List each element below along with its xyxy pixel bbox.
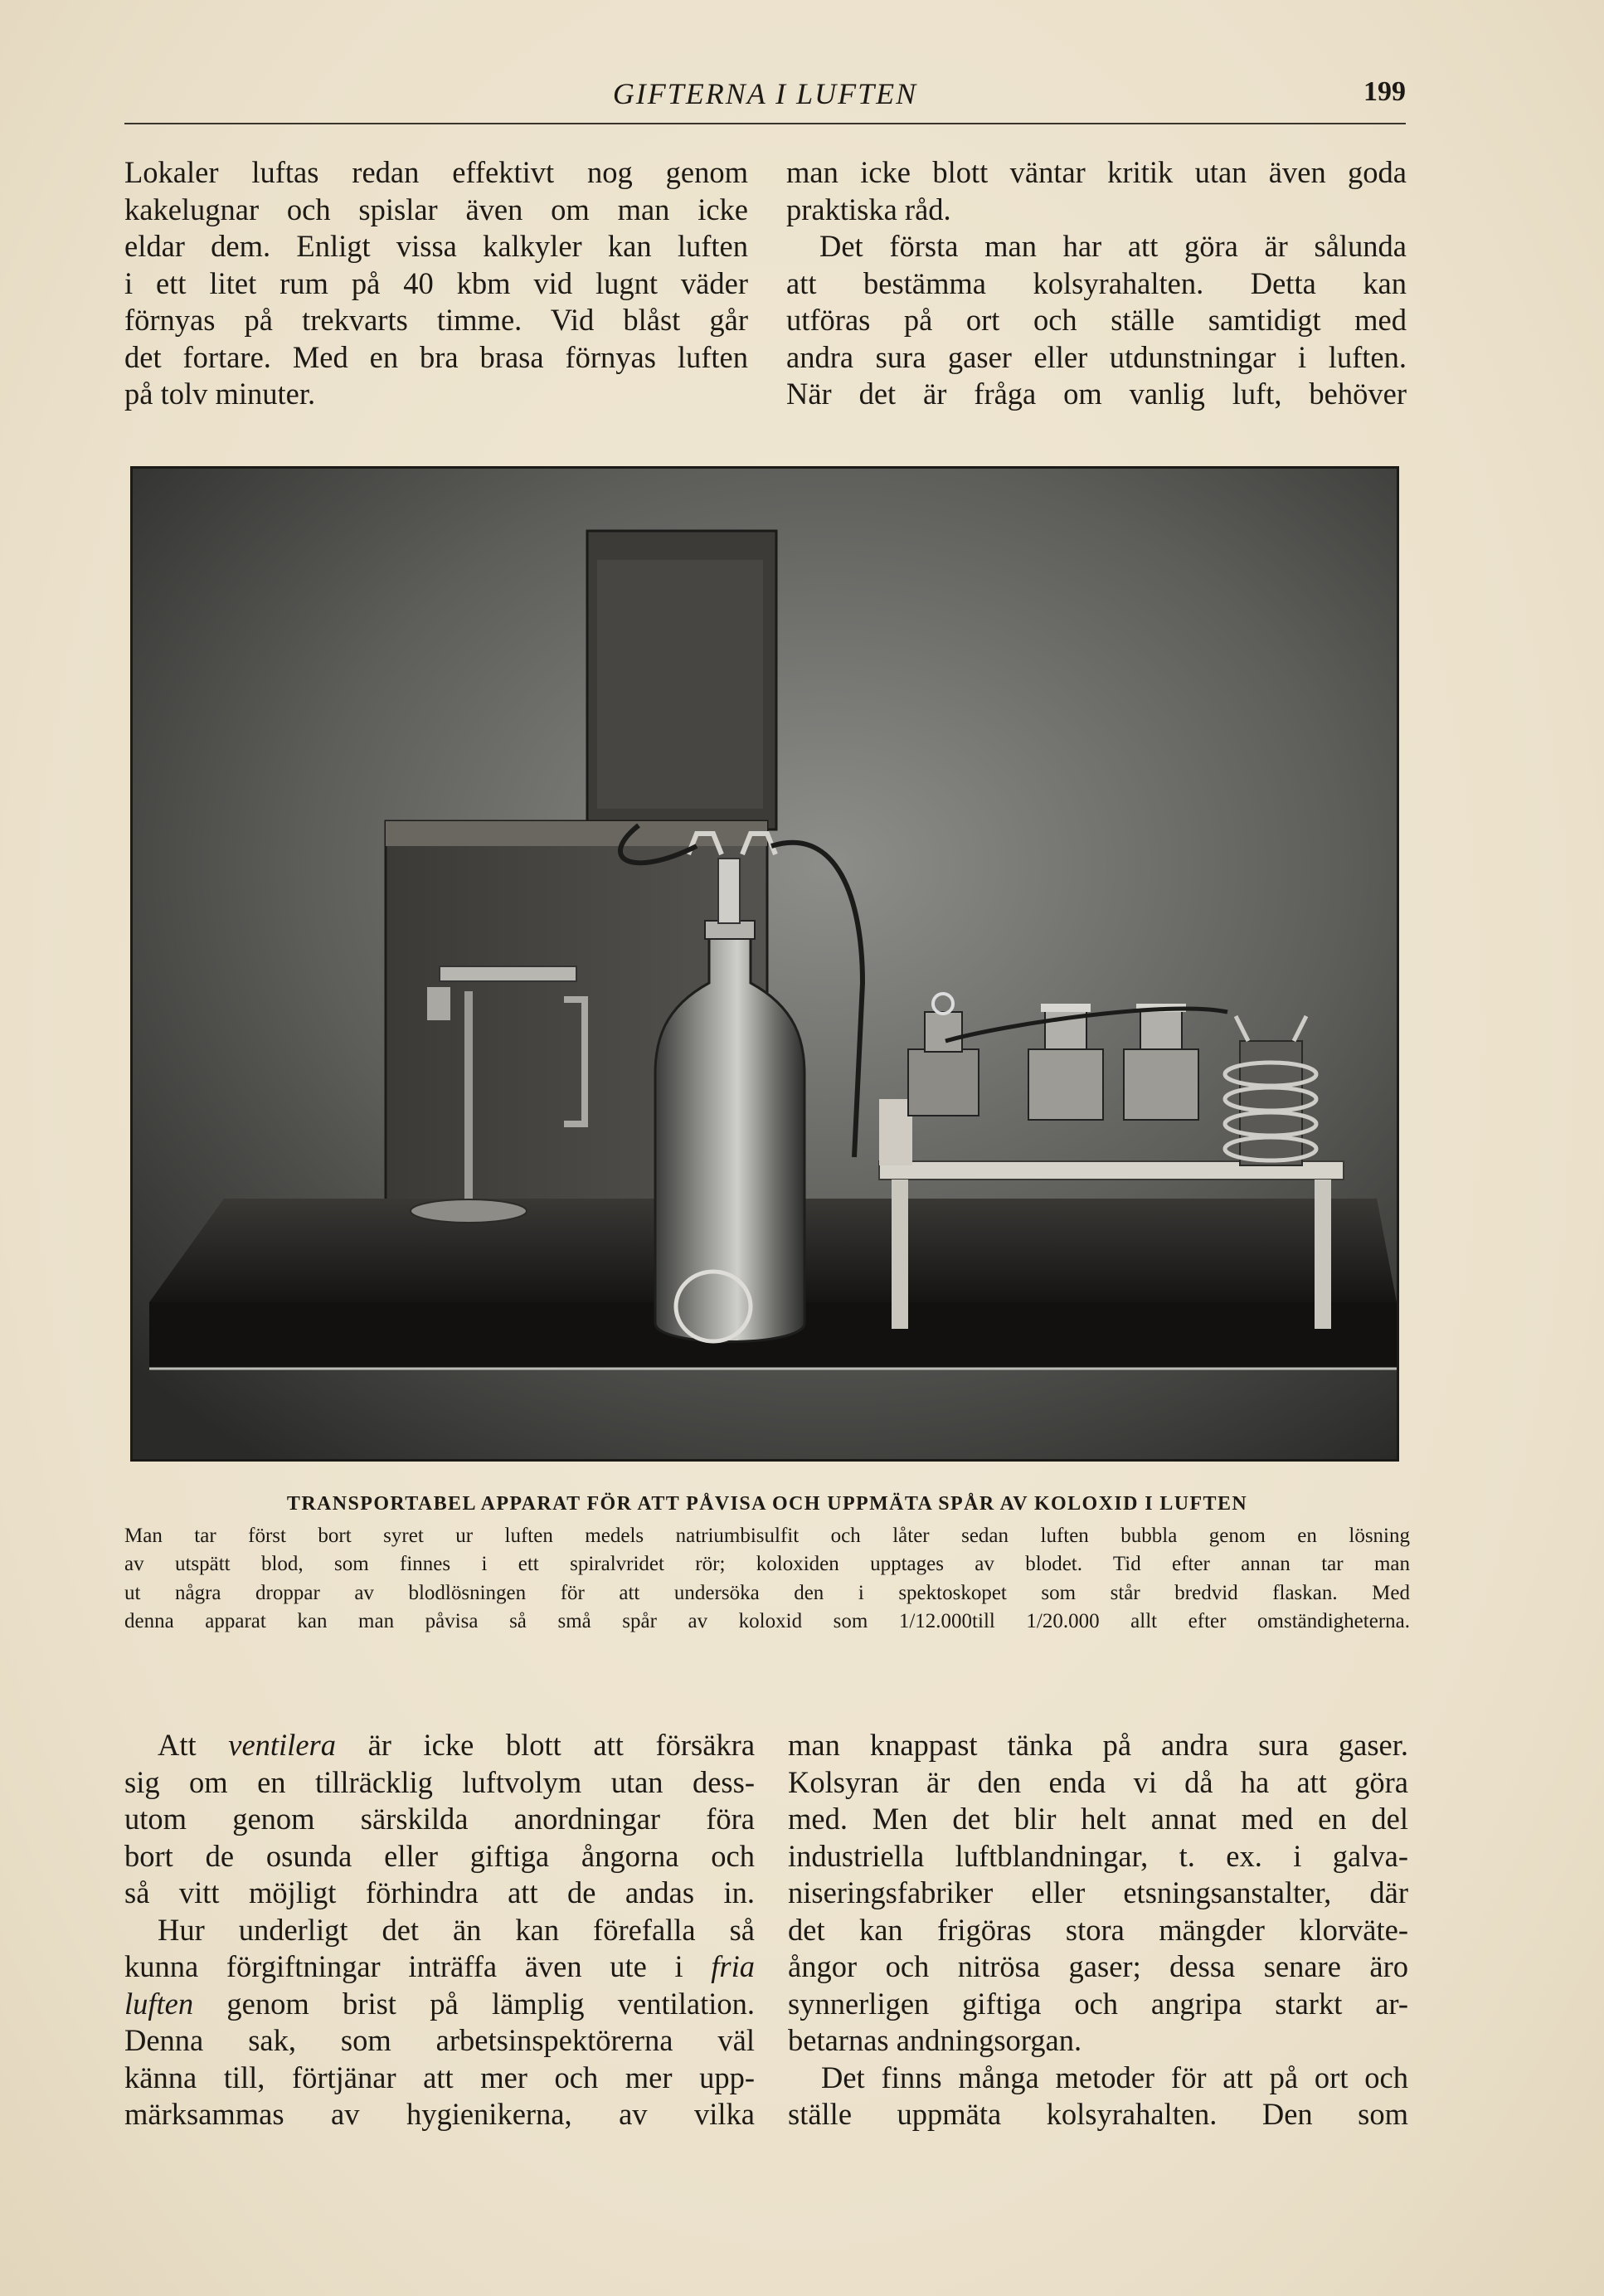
- text-line: kakelugnar och spislar även om man icke: [124, 192, 748, 226]
- text-fragment: Att: [158, 1728, 197, 1762]
- caption-line: denna apparat kan man påvisa så små spår av koloxid som 1/12.000till 1/20.000 allt efter omständigheterna.: [124, 1610, 1410, 1632]
- text-line: förnyas på trekvarts timme. Vid blåst går: [124, 303, 748, 337]
- text-line: [124, 1986, 755, 2023]
- text-line: eldar dem. Enligt vissa kalkyler kan luften: [124, 229, 748, 263]
- text-line: Denna sak, som arbetsinspektörerna väl: [124, 2023, 755, 2057]
- top-right-column: [786, 154, 1407, 413]
- running-header: [124, 76, 1406, 124]
- text-line: När det är fråga om vanlig luft, behöver: [786, 377, 1407, 411]
- apparatus-photograph: [130, 466, 1399, 1462]
- apparatus-illustration: [133, 469, 1397, 1459]
- text-line: Kolsyran är den enda vi då ha att göra: [788, 1764, 1408, 1799]
- photo-caption: [124, 1490, 1410, 1637]
- text-line: ställe uppmäta kolsyrahalten. Den som: [788, 2097, 1408, 2131]
- text-line: bort de osunda eller giftiga ångorna och: [124, 1838, 755, 1873]
- text-line: så vitt möjligt förhindra att de andas in.: [124, 1875, 755, 1909]
- text-line: utföras på ort och ställe samtidigt med: [786, 303, 1407, 337]
- text-line: känna till, förtjänar att mer och mer upp-: [124, 2060, 755, 2094]
- emphasis-fria: fria: [711, 1949, 755, 1983]
- text-line: synnerligen giftiga och angripa starkt ar-: [788, 1986, 1408, 2021]
- text-line: märksammas av hygienikerna, av vilka: [124, 2097, 755, 2131]
- text-line: industriella luftblandningar, t. ex. i galva-: [788, 1838, 1408, 1873]
- text-line: betarnas andningsorgan.: [788, 2023, 1082, 2057]
- text-line: Lokaler luftas redan effektivt nog genom: [124, 155, 748, 189]
- caption-body: [124, 1522, 1410, 1637]
- text-line: sig om en tillräcklig luftvolym utan dess-: [124, 1764, 755, 1799]
- text-line: i ett litet rum på 40 kbm vid lugnt väder: [124, 265, 748, 300]
- text-line: Hur underligt det än kan förefalla så: [158, 1912, 755, 1947]
- text-line: praktiska råd.: [786, 192, 951, 226]
- caption-line: av utspätt blod, som finnes i ett spiralvridet rör; koloxiden upptages av blodet. Tid efter annan tar man: [124, 1553, 1410, 1575]
- text-line: det kan frigöras stora mängder klorväte-: [788, 1912, 1408, 1947]
- emphasis-luften: luften: [124, 1986, 194, 2021]
- text-line: på tolv minuter.: [124, 377, 316, 411]
- bottom-right-column: [788, 1727, 1408, 2133]
- text-fragment: kunna förgiftningar inträffa även ute i: [124, 1949, 683, 1983]
- bottom-left-column: [124, 1727, 755, 2133]
- text-line: med. Men det blir helt annat med en del: [788, 1802, 1408, 1836]
- caption-line: Man tar först bort syret ur luften medels natriumbisulfit och låter sedan luften bubbla genom en lösning: [124, 1524, 1410, 1547]
- top-left-column: [124, 154, 748, 413]
- emphasis-ventilera: ventilera: [228, 1728, 336, 1762]
- text-line: ångor och nitrösa gaser; dessa senare äro: [788, 1949, 1408, 1983]
- text-line: man knappast tänka på andra sura gaser.: [788, 1728, 1408, 1762]
- text-line: [124, 1948, 755, 1986]
- text-line: Det första man har att göra är sålunda: [819, 229, 1407, 263]
- text-line: Det finns många metoder för att på ort och: [821, 2060, 1408, 2094]
- text-line: andra sura gaser eller utdunstningar i luften.: [786, 339, 1407, 374]
- text-line: [124, 1727, 755, 1764]
- page-number: 199: [1363, 76, 1406, 107]
- caption-line: ut några droppar av blodlösningen för att undersöka den i spektoskopet som står bredvid flaskan. Med: [124, 1581, 1410, 1604]
- text-line: niseringsfabriker eller etsningsanstalter, där: [788, 1875, 1408, 1909]
- text-fragment: genom brist på lämplig ventilation.: [226, 1986, 755, 2021]
- text-line: man icke blott väntar kritik utan även goda: [786, 155, 1407, 189]
- running-title: GIFTERNA I LUFTEN: [612, 77, 918, 110]
- text-line: att bestämma kolsyrahalten. Detta kan: [786, 265, 1407, 300]
- text-fragment: är icke blott att försäkra: [367, 1728, 756, 1762]
- reagent-bottles: [908, 994, 1198, 1120]
- text-line: utom genom särskilda anordningar föra: [124, 1802, 755, 1836]
- caption-title: TRANSPORTABEL APPARAT FÖR ATT PÅVISA OCH UPPMÄTA SPÅR AV KOLOXID I LUFTEN: [286, 1493, 1248, 1515]
- spectroscope-tube: [440, 966, 576, 981]
- text-line: det fortare. Med en bra brasa förnyas luften: [124, 339, 748, 374]
- spectroscope-stand: [464, 991, 473, 1207]
- bottle-stopper-valve: [718, 859, 740, 923]
